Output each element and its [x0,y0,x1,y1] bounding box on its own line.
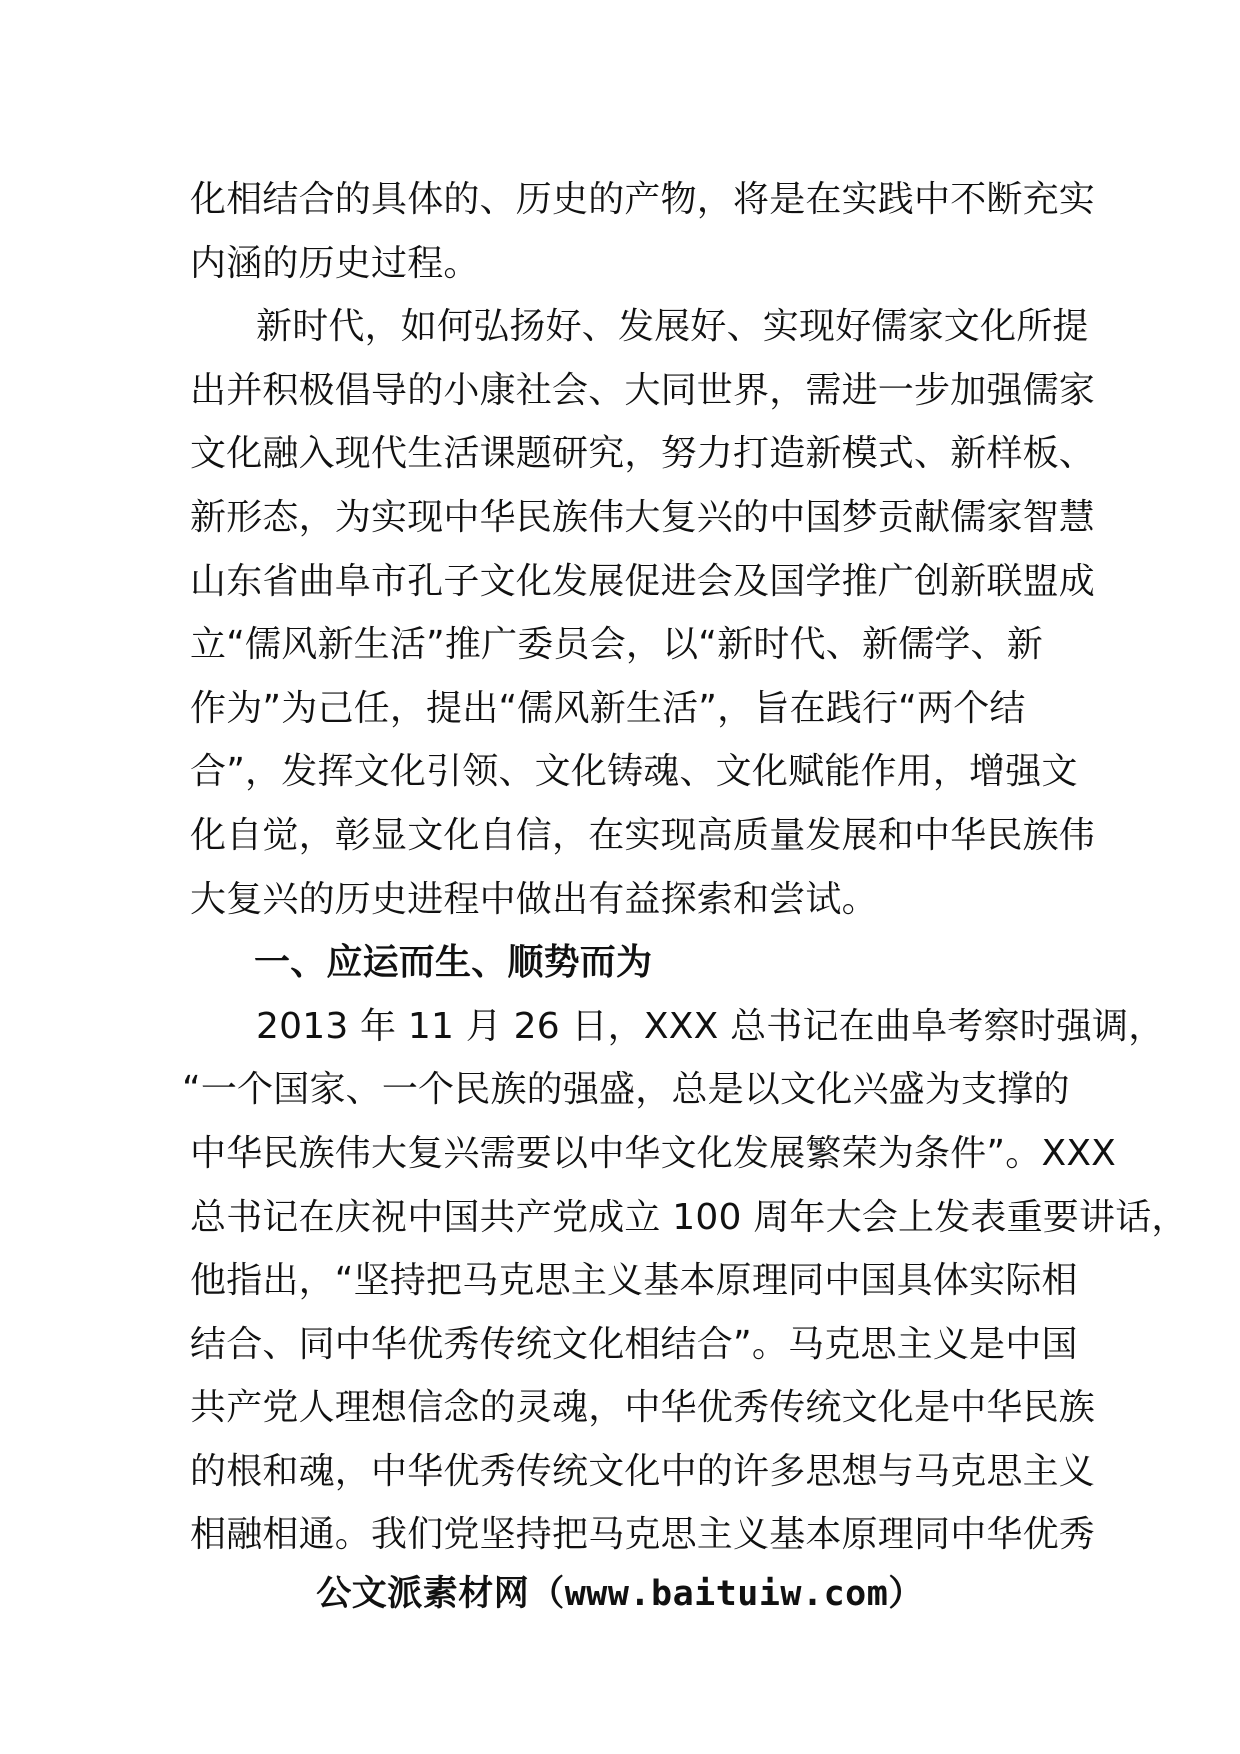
footer-site-url: （www.baituiw.com） [529,1574,924,1614]
paragraph-line: 相融相通。我们党坚持把马克思主义基本原理同中华优秀 [190,1514,1096,1556]
paragraph-line: “一个国家、一个民族的强盛，总是以文化兴盛为支撑的 [182,1069,1070,1111]
paragraph-line: 山东省曲阜市孔子文化发展促进会及国学推广创新联盟成 [190,560,1096,602]
page-footer [0,1566,1240,1616]
footer-site-name: 公文派素材网 [316,1574,530,1614]
paragraph-line: 内涵的历史过程。 [190,242,480,284]
paragraph-line: 结合、同中华优秀传统文化相结合”。马克思主义是中国 [190,1323,1078,1365]
document-body [182,168,1188,1567]
paragraph-line: 大复兴的历史进程中做出有益探索和尝试。 [190,878,878,920]
paragraph-line: 化相结合的具体的、历史的产物，将是在实践中不断充实 [190,179,1096,220]
paragraph-line: 出并积极倡导的小康社会、大同世界，需进一步加强儒家 [190,369,1096,411]
paragraph-line: 2013 年 11 月 26 日，XXX 总书记在曲阜考察时强调， [256,1005,1165,1047]
paragraph-line: 化自觉，彰显文化自信，在实现高质量发展和中华民族伟 [190,814,1096,856]
section-heading: 一、应运而生、顺势而为 [254,942,653,984]
paragraph-line: 中华民族伟大复兴需要以中华文化发展繁荣为条件”。XXX [190,1132,1117,1174]
paragraph-line: 新时代，如何弘扬好、发展好、实现好儒家文化所提 [256,306,1089,348]
paragraph-line: 作为”为己任，提出“儒风新生活”，旨在践行“两个结 [190,687,1026,729]
paragraph-line: 新形态，为实现中华民族伟大复兴的中国梦贡献儒家智慧 [190,496,1096,538]
paragraph-line: 立“儒风新生活”推广委员会，以“新时代、新儒学、新 [190,624,1043,666]
paragraph-line: 他指出，“坚持把马克思主义基本原理同中国具体实际相 [190,1260,1078,1302]
paragraph-line: 共产党人理想信念的灵魂，中华优秀传统文化是中华民族 [190,1387,1096,1429]
paragraph-line: 文化融入现代生活课题研究，努力打造新模式、新样板、 [190,433,1096,475]
paragraph-line: 的根和魂，中华优秀传统文化中的许多思想与马克思主义 [190,1450,1096,1492]
paragraph-line: 合”，发挥文化引领、文化铸魂、文化赋能作用，增强文 [190,751,1078,793]
paragraph-line: 总书记在庆祝中国共产党成立 100 周年大会上发表重要讲话， [190,1196,1188,1238]
